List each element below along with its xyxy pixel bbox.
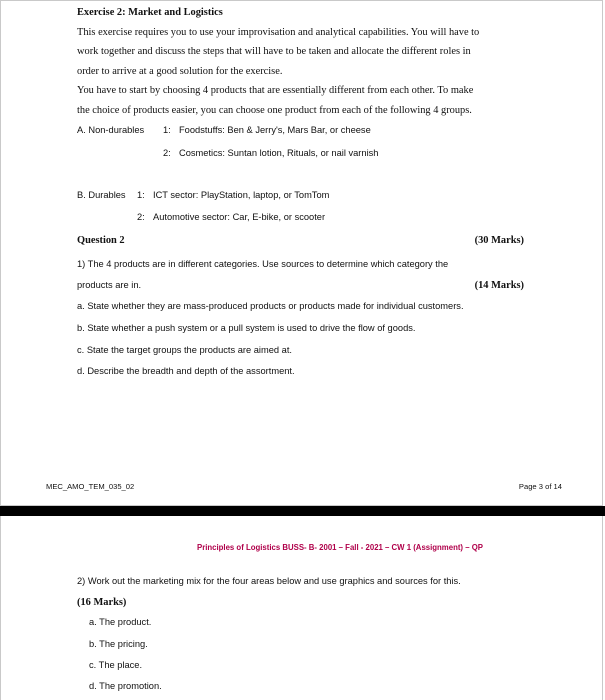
question-title: Question 2 — [77, 235, 125, 246]
document-page-4 — [0, 516, 603, 700]
question-2-item: c. The place. — [89, 660, 143, 670]
group-a1-text: Foodstuffs: Ben & Jerry's, Mars Bar, or cheese — [179, 125, 371, 135]
intro-line: You have to start by choosing 4 products that are essentially different from each other. To make — [77, 85, 474, 96]
group-a2-number: 2: — [163, 148, 171, 158]
question-1-marks: (14 Marks) — [474, 280, 524, 291]
group-b2-number: 2: — [137, 212, 145, 222]
intro-line: This exercise requires you to use your improvisation and analytical capabilities. You will have to — [77, 27, 480, 38]
page-separator — [0, 506, 605, 516]
group-a2-text: Cosmetics: Suntan lotion, Rituals, or nail varnish — [179, 148, 379, 158]
group-a-label: A. Non-durables — [77, 125, 145, 135]
question-2-line: 2) Work out the marketing mix for the four areas below and use graphics and sources for this. — [77, 576, 461, 586]
question-marks: (30 Marks) — [474, 235, 524, 246]
group-b1-text: ICT sector: PlayStation, laptop, or TomTom — [153, 190, 330, 200]
page-header: Principles of Logistics BUSS- B- 2001 – Fall - 2021 – CW 1 (Assignment) – QP — [197, 543, 483, 552]
question-2-item: a. The product. — [89, 617, 152, 627]
intro-line: the choice of products easier, you can choose one product from each of the following 4 groups. — [77, 105, 472, 116]
question-2-item: d. The promotion. — [89, 681, 162, 691]
question-1-item: b. State whether a push system or a pull system is used to drive the flow of goods. — [77, 323, 416, 333]
question-2-item: b. The pricing. — [89, 639, 148, 649]
question-1-line: 1) The 4 products are in different categories. Use sources to determine which category the — [77, 259, 449, 269]
intro-line: order to arrive at a good solution for the exercise. — [77, 66, 283, 77]
group-b2-text: Automotive sector: Car, E-bike, or scooter — [153, 212, 326, 222]
intro-line: work together and discuss the steps that will have to be taken and allocate the different roles in — [77, 46, 471, 57]
question-1-line: products are in. — [77, 280, 142, 290]
question-1-item: c. State the target groups the products are aimed at. — [77, 345, 292, 355]
group-b1-number: 1: — [137, 190, 145, 200]
footer-page-number: Page 3 of 14 — [518, 482, 562, 491]
question-1-item: d. Describe the breadth and depth of the assortment. — [77, 366, 295, 376]
question-1-item: a. State whether they are mass-produced products or products made for individual customers. — [77, 301, 464, 311]
group-b-label: B. Durables — [77, 190, 126, 200]
group-a1-number: 1: — [163, 125, 171, 135]
question-2-marks: (16 Marks) — [77, 597, 127, 608]
footer-code: MEC_AMO_TEM_035_02 — [46, 482, 135, 491]
exercise-title: Exercise 2: Market and Logistics — [77, 7, 223, 18]
